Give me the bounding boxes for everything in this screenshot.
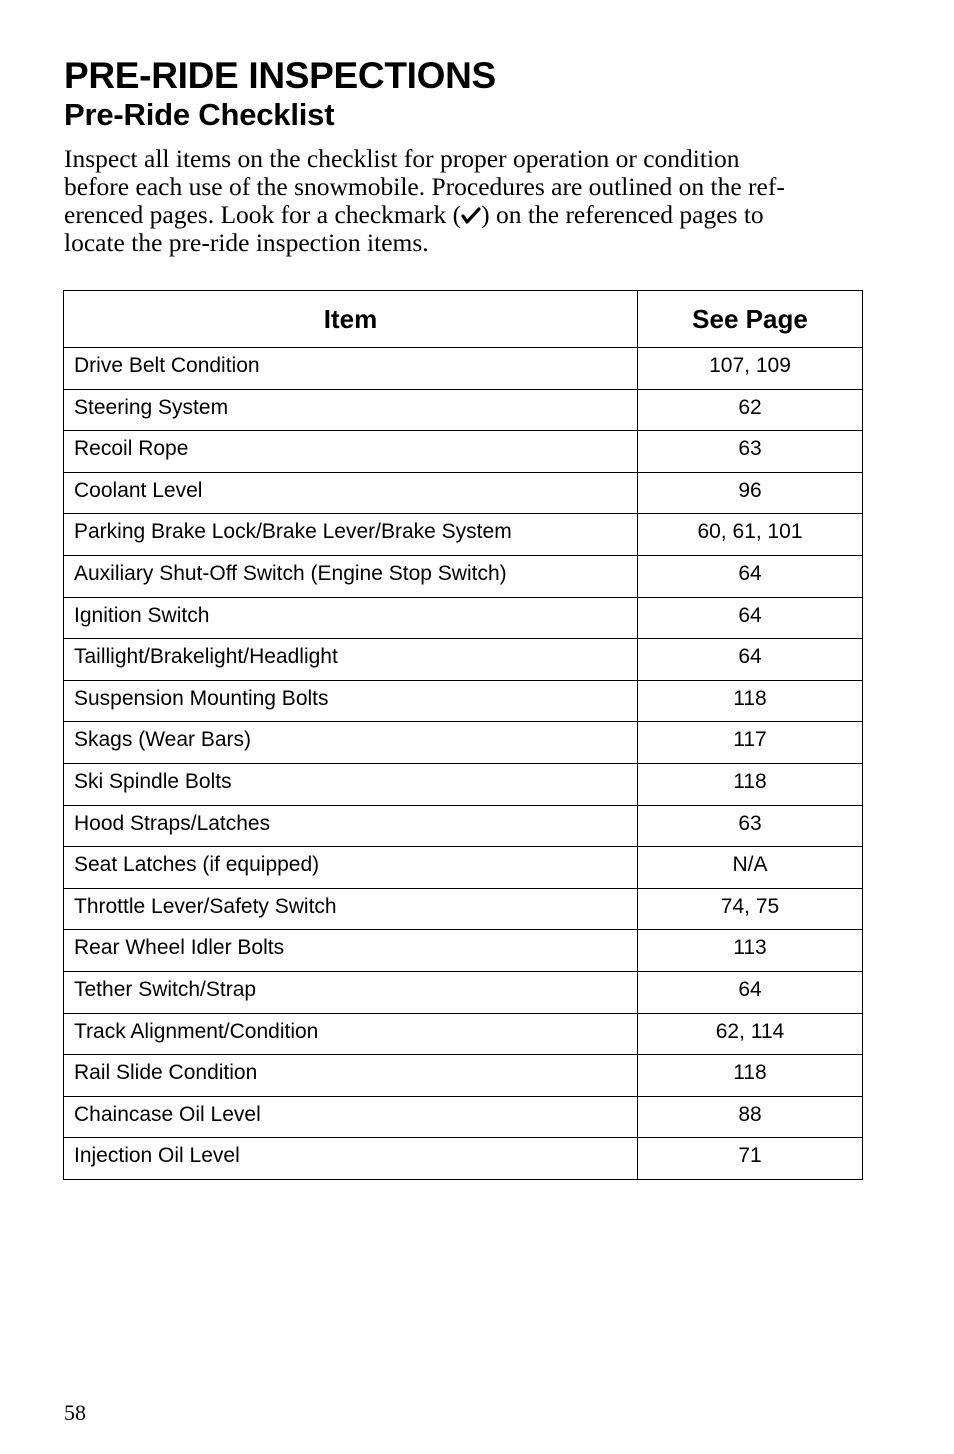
intro-paragraph (64, 145, 864, 257)
row-page-cell: 118 (638, 1055, 863, 1097)
column-header-see-page: See Page (638, 291, 863, 348)
table-row (64, 888, 863, 930)
table-row (64, 389, 863, 431)
table-row (64, 639, 863, 681)
table-row (64, 472, 863, 514)
row-item-cell: Seat Latches (if equipped) (64, 847, 638, 889)
row-page-cell: 71 (638, 1138, 863, 1180)
row-page-cell: 74, 75 (638, 888, 863, 930)
row-page-cell: 117 (638, 722, 863, 764)
row-item-cell: Hood Straps/Latches (64, 805, 638, 847)
row-item-cell: Chaincase Oil Level (64, 1096, 638, 1138)
row-page-cell: 88 (638, 1096, 863, 1138)
table-row (64, 1055, 863, 1097)
row-item-cell: Coolant Level (64, 472, 638, 514)
row-item-cell: Taillight/Brakelight/Headlight (64, 639, 638, 681)
row-page-cell: 63 (638, 805, 863, 847)
table-row (64, 763, 863, 805)
row-item-cell: Auxiliary Shut-Off Switch (Engine Stop Switch) (64, 555, 638, 597)
row-item-cell: Track Alignment/Condition (64, 1013, 638, 1055)
row-item-cell: Steering System (64, 389, 638, 431)
page-title: PRE-RIDE INSPECTIONS (64, 55, 496, 96)
row-page-cell: 113 (638, 930, 863, 972)
row-item-cell: Injection Oil Level (64, 1138, 638, 1180)
intro-line-part: erenced pages. Look for a checkmark ( (64, 200, 462, 229)
table-row (64, 847, 863, 889)
row-page-cell: 63 (638, 431, 863, 473)
row-item-cell: Skags (Wear Bars) (64, 722, 638, 764)
intro-line: Inspect all items on the checklist for proper operation or condition (64, 144, 740, 173)
table-header-row (64, 291, 863, 348)
intro-line: locate the pre-ride inspection items. (64, 228, 429, 257)
table-row (64, 1013, 863, 1055)
intro-line-part: ) on the referenced pages to (481, 200, 764, 229)
intro-line (64, 201, 864, 229)
row-page-cell: 64 (638, 597, 863, 639)
table-row (64, 805, 863, 847)
row-page-cell: N/A (638, 847, 863, 889)
row-item-cell: Throttle Lever/Safety Switch (64, 888, 638, 930)
row-page-cell: 64 (638, 639, 863, 681)
row-page-cell: 62 (638, 389, 863, 431)
table-row (64, 597, 863, 639)
intro-line: before each use of the snowmobile. Procedures are outlined on the ref- (64, 172, 785, 201)
table-row (64, 555, 863, 597)
row-item-cell: Ski Spindle Bolts (64, 763, 638, 805)
table-row (64, 971, 863, 1013)
page-number: 58 (64, 1400, 86, 1425)
row-page-cell: 118 (638, 680, 863, 722)
row-page-cell: 96 (638, 472, 863, 514)
row-item-cell: Tether Switch/Strap (64, 971, 638, 1013)
table-row (64, 930, 863, 972)
pre-ride-checklist-table (63, 290, 863, 1180)
table-row (64, 514, 863, 556)
row-page-cell: 60, 61, 101 (638, 514, 863, 556)
column-header-item: Item (64, 291, 638, 348)
table-row (64, 431, 863, 473)
row-page-cell: 64 (638, 555, 863, 597)
row-page-cell: 118 (638, 763, 863, 805)
table-row (64, 348, 863, 390)
table-row (64, 1096, 863, 1138)
row-item-cell: Rail Slide Condition (64, 1055, 638, 1097)
row-item-cell: Rear Wheel Idler Bolts (64, 930, 638, 972)
row-item-cell: Parking Brake Lock/Brake Lever/Brake System (64, 514, 638, 556)
checkmark-icon (461, 207, 481, 225)
section-title: Pre-Ride Checklist (64, 97, 335, 132)
table-row (64, 722, 863, 764)
table-row (64, 1138, 863, 1180)
row-page-cell: 64 (638, 971, 863, 1013)
table-body (64, 348, 863, 1180)
row-item-cell: Ignition Switch (64, 597, 638, 639)
row-item-cell: Recoil Rope (64, 431, 638, 473)
table-row (64, 680, 863, 722)
row-page-cell: 62, 114 (638, 1013, 863, 1055)
row-item-cell: Drive Belt Condition (64, 348, 638, 390)
row-item-cell: Suspension Mounting Bolts (64, 680, 638, 722)
row-page-cell: 107, 109 (638, 348, 863, 390)
